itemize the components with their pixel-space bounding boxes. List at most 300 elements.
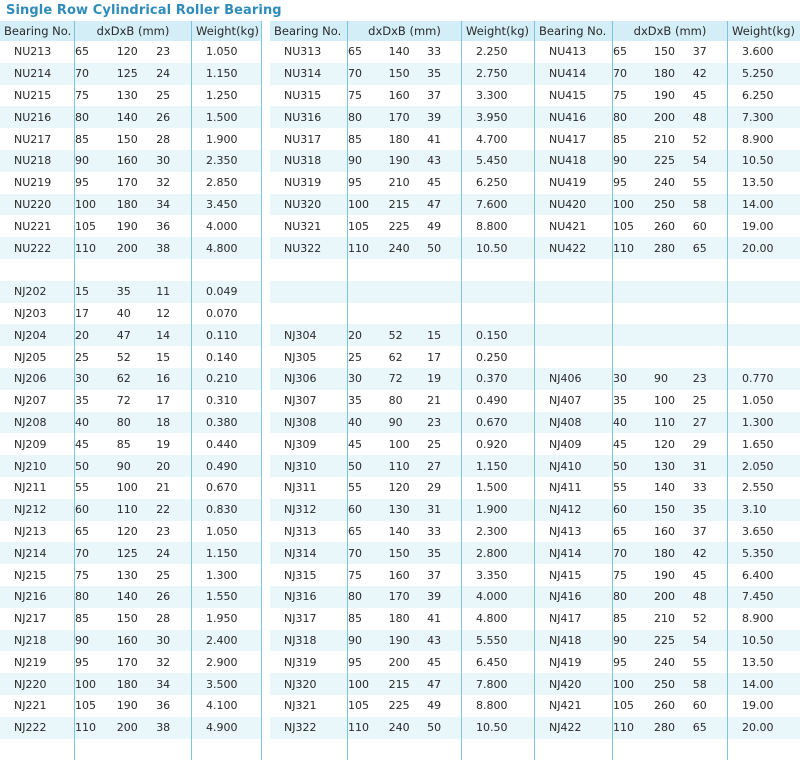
cell-d: 90 — [75, 154, 117, 167]
cell-b: 54 — [693, 634, 727, 647]
cell-weight — [462, 259, 535, 281]
cell-b: 52 — [693, 612, 727, 625]
cell-bearing-no: NJ206 — [0, 368, 75, 390]
cell-weight: 20.00 — [728, 237, 800, 259]
cell-d: 85 — [75, 612, 117, 625]
cell-outer-d: 110 — [389, 460, 427, 473]
cell-outer-d: 240 — [389, 721, 427, 734]
cell-weight: 0.110 — [192, 324, 262, 346]
cell-b: 50 — [427, 242, 461, 255]
cell-bearing-no: NJ221 — [0, 695, 75, 717]
table-row — [535, 564, 800, 586]
cell-bearing-no: NU314 — [270, 63, 348, 85]
cell-d: 70 — [75, 547, 117, 560]
cell-dimensions — [348, 194, 462, 216]
cell-bearing-no — [0, 259, 75, 281]
cell-weight: 3.600 — [728, 41, 800, 63]
cell-bearing-no: NU321 — [270, 215, 348, 237]
cell-outer-d: 100 — [654, 394, 693, 407]
cell-outer-d: 250 — [654, 678, 693, 691]
cell-weight: 6.250 — [728, 85, 800, 107]
cell-dimensions — [613, 739, 728, 760]
cell-outer-d: 52 — [389, 329, 427, 342]
cell-bearing-no: NJ304 — [270, 324, 348, 346]
cell-dimensions — [348, 172, 462, 194]
cell-outer-d: 130 — [117, 89, 156, 102]
cell-d: 105 — [348, 220, 389, 233]
table-row — [0, 499, 262, 521]
cell-bearing-no: NU420 — [535, 194, 613, 216]
cell-dimensions — [348, 150, 462, 172]
cell-b: 25 — [427, 438, 461, 451]
cell-weight: 4.900 — [192, 717, 262, 739]
cell-outer-d: 180 — [389, 133, 427, 146]
cell-b: 60 — [693, 220, 727, 233]
cell-bearing-no: NU222 — [0, 237, 75, 259]
table-row — [0, 455, 262, 477]
cell-dimensions — [348, 390, 462, 412]
header-weight: Weight(kg) — [462, 21, 535, 41]
cell-bearing-no: NJ315 — [270, 564, 348, 586]
table-title: Single Row Cylindrical Roller Bearing — [0, 0, 800, 21]
cell-dimensions — [75, 717, 192, 739]
cell-weight: 0.440 — [192, 433, 262, 455]
cell-b: 37 — [427, 569, 461, 582]
cell-bearing-no — [270, 303, 348, 325]
table-row — [0, 673, 262, 695]
cell-outer-d: 225 — [389, 220, 427, 233]
table-row — [535, 477, 800, 499]
cell-outer-d: 40 — [117, 307, 156, 320]
cell-dimensions — [75, 477, 192, 499]
cell-dimensions — [75, 259, 192, 281]
cell-dimensions — [75, 412, 192, 434]
header-bearing-no: Bearing No. — [270, 21, 348, 41]
cell-weight: 0.770 — [728, 368, 800, 390]
cell-dimensions — [613, 433, 728, 455]
table-row — [0, 739, 262, 760]
cell-d: 70 — [348, 67, 389, 80]
cell-b: 25 — [156, 89, 191, 102]
cell-bearing-no: NJ409 — [535, 433, 613, 455]
cell-bearing-no: NJ309 — [270, 433, 348, 455]
cell-d: 80 — [613, 590, 654, 603]
cell-bearing-no: NJ212 — [0, 499, 75, 521]
table-row — [270, 106, 535, 128]
header-weight: Weight(kg) — [728, 21, 800, 41]
cell-dimensions — [613, 412, 728, 434]
cell-outer-d: 280 — [654, 721, 693, 734]
table-row — [0, 412, 262, 434]
column-header-row — [270, 21, 535, 41]
cell-outer-d: 210 — [654, 612, 693, 625]
cell-dimensions — [613, 281, 728, 303]
cell-weight: 1.950 — [192, 608, 262, 630]
table-row — [270, 41, 535, 63]
cell-d: 35 — [75, 394, 117, 407]
table-row — [535, 739, 800, 760]
cell-bearing-no: NJ218 — [0, 630, 75, 652]
cell-outer-d: 180 — [117, 678, 156, 691]
cell-b: 26 — [156, 111, 191, 124]
cell-dimensions — [613, 564, 728, 586]
cell-outer-d: 160 — [117, 154, 156, 167]
cell-weight: 3.500 — [192, 673, 262, 695]
cell-bearing-no: NJ320 — [270, 673, 348, 695]
cell-outer-d: 170 — [389, 111, 427, 124]
cell-b: 29 — [427, 481, 461, 494]
cell-weight: 4.000 — [192, 215, 262, 237]
cell-bearing-no — [535, 259, 613, 281]
cell-weight: 8.800 — [462, 215, 535, 237]
table-row — [270, 651, 535, 673]
table-row — [0, 630, 262, 652]
cell-weight: 6.250 — [462, 172, 535, 194]
cell-d: 25 — [348, 351, 389, 364]
cell-bearing-no: NJ416 — [535, 586, 613, 608]
table-row — [0, 63, 262, 85]
cell-dimensions — [348, 237, 462, 259]
cell-d: 55 — [348, 481, 389, 494]
cell-dimensions — [613, 521, 728, 543]
cell-bearing-no: NJ211 — [0, 477, 75, 499]
cell-dimensions — [613, 673, 728, 695]
table-body — [0, 41, 262, 760]
cell-outer-d: 260 — [654, 699, 693, 712]
cell-bearing-no: NU318 — [270, 150, 348, 172]
column-header-row — [535, 21, 800, 41]
cell-d: 50 — [75, 460, 117, 473]
cell-dimensions — [348, 128, 462, 150]
cell-b: 38 — [156, 242, 191, 255]
cell-d: 110 — [75, 242, 117, 255]
cell-weight: 0.670 — [192, 477, 262, 499]
cell-d: 60 — [348, 503, 389, 516]
table-row — [535, 281, 800, 303]
cell-dimensions — [348, 41, 462, 63]
table-row — [0, 433, 262, 455]
cell-weight: 5.250 — [728, 63, 800, 85]
cell-outer-d: 47 — [117, 329, 156, 342]
cell-d: 90 — [348, 634, 389, 647]
cell-bearing-no: NJ217 — [0, 608, 75, 630]
cell-bearing-no: NJ421 — [535, 695, 613, 717]
cell-dimensions — [75, 499, 192, 521]
cell-outer-d: 140 — [389, 525, 427, 538]
cell-d: 110 — [348, 242, 389, 255]
cell-b: 37 — [693, 45, 727, 58]
cell-bearing-no: NJ202 — [0, 281, 75, 303]
table-row — [270, 128, 535, 150]
cell-dimensions — [348, 651, 462, 673]
cell-b: 32 — [156, 176, 191, 189]
cell-b: 54 — [693, 154, 727, 167]
cell-outer-d: 120 — [117, 525, 156, 538]
cell-weight — [728, 281, 800, 303]
cell-weight: 3.350 — [462, 564, 535, 586]
cell-d: 40 — [348, 416, 389, 429]
cell-b: 33 — [427, 45, 461, 58]
cell-weight — [728, 739, 800, 760]
cell-dimensions — [613, 455, 728, 477]
cell-b: 49 — [427, 699, 461, 712]
cell-outer-d: 85 — [117, 438, 156, 451]
cell-dimensions — [613, 717, 728, 739]
cell-outer-d: 130 — [654, 460, 693, 473]
cell-outer-d: 170 — [117, 176, 156, 189]
table-row — [535, 128, 800, 150]
table-row — [0, 477, 262, 499]
cell-dimensions — [348, 477, 462, 499]
cell-weight: 0.370 — [462, 368, 535, 390]
cell-weight: 5.450 — [462, 150, 535, 172]
cell-dimensions — [75, 63, 192, 85]
cell-b: 28 — [156, 612, 191, 625]
cell-weight: 2.750 — [462, 63, 535, 85]
cell-bearing-no — [535, 739, 613, 760]
cell-dimensions — [613, 85, 728, 107]
cell-bearing-no: NJ208 — [0, 412, 75, 434]
cell-weight: 0.250 — [462, 346, 535, 368]
cell-weight: 0.830 — [192, 499, 262, 521]
cell-weight: 1.150 — [192, 542, 262, 564]
cell-outer-d: 250 — [654, 198, 693, 211]
cell-b: 15 — [427, 329, 461, 342]
cell-b: 35 — [427, 547, 461, 560]
cell-bearing-no: NJ214 — [0, 542, 75, 564]
cell-bearing-no: NU317 — [270, 128, 348, 150]
cell-bearing-no: NJ220 — [0, 673, 75, 695]
cell-d: 85 — [613, 612, 654, 625]
cell-weight: 2.050 — [728, 455, 800, 477]
cell-bearing-no: NJ415 — [535, 564, 613, 586]
cell-b: 23 — [156, 45, 191, 58]
cell-weight: 4.800 — [462, 608, 535, 630]
cell-d: 20 — [75, 329, 117, 342]
cell-bearing-no: NJ204 — [0, 324, 75, 346]
header-weight: Weight(kg) — [192, 21, 262, 41]
cell-bearing-no: NJ312 — [270, 499, 348, 521]
table-body — [535, 41, 800, 760]
cell-b: 39 — [427, 111, 461, 124]
bearing-table — [0, 21, 800, 760]
table-row — [270, 259, 535, 281]
table-row — [0, 651, 262, 673]
cell-weight: 1.050 — [192, 41, 262, 63]
cell-dimensions — [613, 586, 728, 608]
cell-bearing-no: NU315 — [270, 85, 348, 107]
cell-bearing-no: NU221 — [0, 215, 75, 237]
table-row — [270, 390, 535, 412]
cell-dimensions — [75, 455, 192, 477]
cell-dimensions — [348, 259, 462, 281]
cell-weight: 4.100 — [192, 695, 262, 717]
cell-d: 55 — [75, 481, 117, 494]
cell-weight: 0.140 — [192, 346, 262, 368]
cell-d: 95 — [75, 176, 117, 189]
cell-bearing-no: NJ222 — [0, 717, 75, 739]
cell-outer-d: 100 — [389, 438, 427, 451]
cell-dimensions — [75, 194, 192, 216]
table-row — [270, 564, 535, 586]
cell-dimensions — [348, 630, 462, 652]
cell-b: 17 — [427, 351, 461, 364]
cell-bearing-no: NJ308 — [270, 412, 348, 434]
cell-bearing-no: NJ314 — [270, 542, 348, 564]
cell-b: 23 — [427, 416, 461, 429]
cell-d: 17 — [75, 307, 117, 320]
cell-weight: 10.50 — [728, 630, 800, 652]
cell-outer-d: 160 — [654, 525, 693, 538]
cell-outer-d: 120 — [389, 481, 427, 494]
cell-outer-d: 240 — [389, 242, 427, 255]
table-row — [535, 608, 800, 630]
table-row — [0, 368, 262, 390]
table-row — [535, 455, 800, 477]
cell-bearing-no: NU320 — [270, 194, 348, 216]
cell-bearing-no: NU422 — [535, 237, 613, 259]
cell-dimensions — [613, 259, 728, 281]
cell-weight: 1.650 — [728, 433, 800, 455]
table-row — [270, 630, 535, 652]
cell-b: 45 — [427, 656, 461, 669]
cell-b: 45 — [427, 176, 461, 189]
cell-dimensions — [613, 128, 728, 150]
cell-d: 110 — [75, 721, 117, 734]
cell-bearing-no: NJ411 — [535, 477, 613, 499]
cell-d: 70 — [613, 67, 654, 80]
cell-bearing-no — [535, 324, 613, 346]
cell-b: 41 — [427, 133, 461, 146]
cell-weight: 3.10 — [728, 499, 800, 521]
cell-bearing-no: NU414 — [535, 63, 613, 85]
cell-outer-d: 90 — [654, 372, 693, 385]
cell-weight: 1.300 — [728, 412, 800, 434]
table-row — [535, 433, 800, 455]
cell-outer-d: 120 — [654, 438, 693, 451]
cell-bearing-no: NU418 — [535, 150, 613, 172]
cell-weight: 13.50 — [728, 172, 800, 194]
cell-weight: 0.150 — [462, 324, 535, 346]
cell-weight: 0.380 — [192, 412, 262, 434]
cell-dimensions — [348, 739, 462, 760]
cell-dimensions — [613, 651, 728, 673]
cell-bearing-no: NJ316 — [270, 586, 348, 608]
table-row — [0, 194, 262, 216]
table-row — [0, 85, 262, 107]
cell-dimensions — [75, 542, 192, 564]
table-row — [270, 194, 535, 216]
cell-d: 105 — [613, 699, 654, 712]
cell-outer-d: 72 — [389, 372, 427, 385]
cell-outer-d: 110 — [654, 416, 693, 429]
cell-outer-d: 160 — [117, 634, 156, 647]
cell-d: 65 — [613, 45, 654, 58]
cell-dimensions — [613, 150, 728, 172]
cell-dimensions — [613, 542, 728, 564]
cell-bearing-no: NJ420 — [535, 673, 613, 695]
cell-b: 28 — [156, 133, 191, 146]
cell-dimensions — [75, 695, 192, 717]
cell-d: 110 — [348, 721, 389, 734]
cell-dimensions — [75, 564, 192, 586]
table-row — [535, 172, 800, 194]
cell-d: 75 — [75, 89, 117, 102]
cell-b: 55 — [693, 656, 727, 669]
cell-dimensions — [613, 499, 728, 521]
cell-bearing-no: NJ216 — [0, 586, 75, 608]
cell-weight: 2.900 — [192, 651, 262, 673]
cell-b: 48 — [693, 111, 727, 124]
cell-weight: 3.300 — [462, 85, 535, 107]
cell-bearing-no: NJ210 — [0, 455, 75, 477]
cell-d: 65 — [348, 45, 389, 58]
table-row — [535, 717, 800, 739]
cell-d: 40 — [75, 416, 117, 429]
cell-b: 30 — [156, 154, 191, 167]
cell-outer-d: 160 — [389, 569, 427, 582]
table-row — [270, 324, 535, 346]
cell-dimensions — [75, 128, 192, 150]
cell-dimensions — [75, 586, 192, 608]
cell-bearing-no: NJ307 — [270, 390, 348, 412]
cell-dimensions — [613, 368, 728, 390]
cell-bearing-no: NJ317 — [270, 608, 348, 630]
cell-bearing-no: NJ305 — [270, 346, 348, 368]
cell-dimensions — [348, 215, 462, 237]
cell-b: 41 — [427, 612, 461, 625]
table-row — [0, 150, 262, 172]
cell-bearing-no: NU313 — [270, 41, 348, 63]
cell-bearing-no: NJ205 — [0, 346, 75, 368]
cell-bearing-no: NJ219 — [0, 651, 75, 673]
cell-b: 38 — [156, 721, 191, 734]
table-row — [270, 433, 535, 455]
table-row — [0, 717, 262, 739]
table-row — [270, 521, 535, 543]
cell-outer-d: 215 — [389, 678, 427, 691]
cell-bearing-no: NU218 — [0, 150, 75, 172]
cell-b: 16 — [156, 372, 191, 385]
cell-dimensions — [75, 237, 192, 259]
cell-b: 52 — [693, 133, 727, 146]
cell-dimensions — [75, 368, 192, 390]
cell-dimensions — [75, 85, 192, 107]
cell-b: 26 — [156, 590, 191, 603]
cell-b: 35 — [427, 67, 461, 80]
cell-weight: 8.900 — [728, 128, 800, 150]
table-row — [535, 85, 800, 107]
cell-d: 15 — [75, 285, 117, 298]
cell-b: 18 — [156, 416, 191, 429]
cell-b: 30 — [156, 634, 191, 647]
cell-dimensions — [348, 85, 462, 107]
cell-b: 11 — [156, 285, 191, 298]
cell-outer-d: 215 — [389, 198, 427, 211]
cell-weight: 1.500 — [462, 477, 535, 499]
cell-d: 80 — [348, 111, 389, 124]
cell-dimensions — [613, 41, 728, 63]
cell-weight: 0.049 — [192, 281, 262, 303]
cell-weight: 0.310 — [192, 390, 262, 412]
cell-weight: 1.150 — [462, 455, 535, 477]
cell-dimensions — [75, 281, 192, 303]
cell-b: 43 — [427, 634, 461, 647]
cell-weight — [728, 303, 800, 325]
cell-bearing-no: NJ418 — [535, 630, 613, 652]
cell-bearing-no: NJ310 — [270, 455, 348, 477]
table-row — [270, 63, 535, 85]
